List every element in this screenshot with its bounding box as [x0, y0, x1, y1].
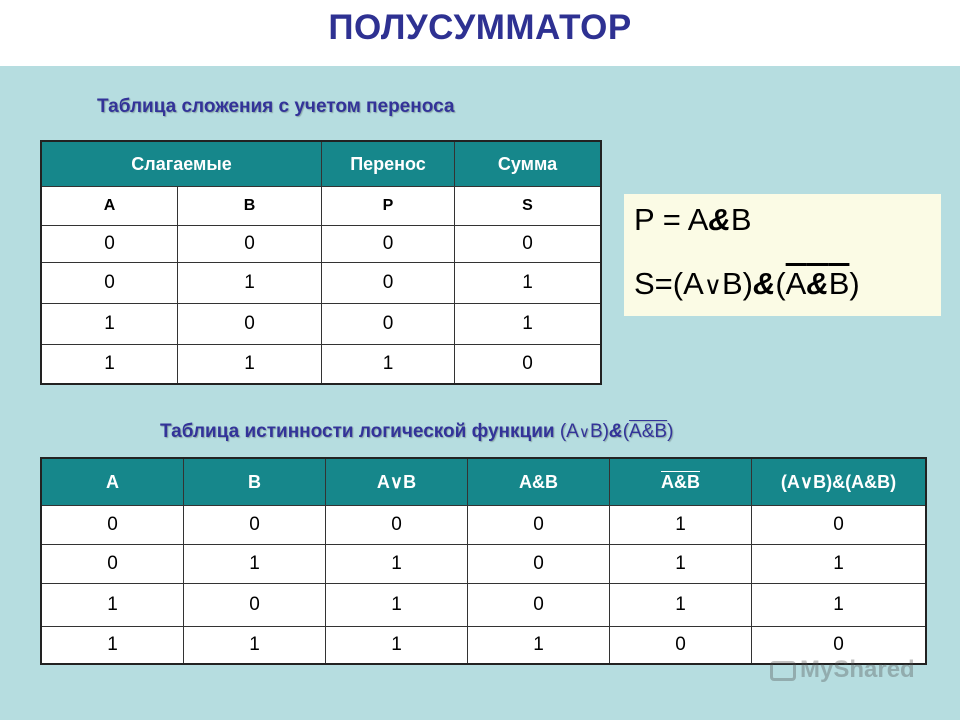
header-a-or-b: A∨B	[326, 458, 468, 506]
cell: 1	[41, 345, 178, 385]
and-symbol: &	[752, 266, 776, 301]
formula-text: B	[730, 202, 752, 237]
subheader-a: A	[41, 187, 178, 226]
cell: 0	[752, 506, 927, 545]
addition-table-caption: Таблица сложения с учетом переноса	[97, 96, 455, 117]
cell: 0	[468, 584, 610, 627]
truth-table-header-row	[41, 458, 926, 506]
cell: 1	[468, 627, 610, 665]
cell: 0	[41, 506, 184, 545]
expr-text: B)	[589, 421, 609, 442]
cell: 1	[322, 345, 455, 385]
cell: 0	[468, 506, 610, 545]
header-half-adder-sum: (A∨B)&(A&B)	[752, 458, 927, 506]
cell: 0	[41, 545, 184, 584]
watermark-text: MyShared	[800, 656, 915, 683]
formula-text: P = A	[634, 202, 709, 237]
expr-text: (	[622, 421, 630, 442]
table-row	[41, 584, 926, 627]
cell: 1	[610, 506, 752, 545]
cell: 0	[455, 345, 602, 385]
cell: 0	[184, 584, 326, 627]
and-symbol: &	[708, 202, 731, 237]
cell: 1	[184, 545, 326, 584]
cell: 1	[752, 545, 927, 584]
cell: 0	[326, 506, 468, 545]
header-addends: Слагаемые	[41, 141, 322, 187]
cell: 0	[322, 304, 455, 345]
addition-table	[40, 140, 602, 385]
header-a: A	[41, 458, 184, 506]
watermark-logo-icon	[770, 661, 796, 681]
caption-expression	[560, 421, 674, 442]
cell: 0	[178, 226, 322, 263]
cell: 0	[455, 226, 602, 263]
and-symbol: &	[608, 421, 623, 442]
expr-text: (A	[559, 421, 579, 442]
table-row	[41, 304, 601, 345]
cell: 1	[610, 545, 752, 584]
formula-carry	[634, 202, 752, 238]
cell: 0	[468, 545, 610, 584]
formula-text: B)	[721, 266, 753, 301]
subheader-p: P	[322, 187, 455, 226]
negated-header: A&B	[661, 471, 700, 492]
cell: 0	[41, 226, 178, 263]
cell: 0	[752, 627, 927, 665]
subheader-s: S	[455, 187, 602, 226]
header-sum: Сумма	[455, 141, 602, 187]
cell: 1	[455, 263, 602, 304]
cell: 1	[455, 304, 602, 345]
cell: 1	[752, 584, 927, 627]
cell: 0	[178, 304, 322, 345]
table-row	[41, 545, 926, 584]
cell: 1	[326, 627, 468, 665]
header-a-and-b: A&B	[468, 458, 610, 506]
truth-table	[40, 457, 927, 665]
cell: 1	[184, 627, 326, 665]
header-not-a-and-b	[610, 458, 752, 506]
cell: 0	[610, 627, 752, 665]
formula-sum	[634, 266, 860, 302]
cell: 0	[184, 506, 326, 545]
negated-term	[786, 266, 850, 301]
or-symbol: ∨	[703, 273, 722, 300]
cell: 1	[326, 545, 468, 584]
formula-text: B	[828, 266, 850, 301]
formula-text: (	[775, 266, 786, 301]
table-row	[41, 263, 601, 304]
cell: 1	[178, 345, 322, 385]
cell: 0	[322, 263, 455, 304]
subheader-b: B	[178, 187, 322, 226]
addition-table-header-row	[41, 141, 601, 187]
or-symbol: ∨	[578, 424, 590, 441]
cell: 0	[41, 263, 178, 304]
formula-text: S=(A	[634, 266, 704, 301]
and-symbol: &	[806, 266, 829, 301]
cell: 1	[178, 263, 322, 304]
cell: 0	[322, 226, 455, 263]
cell: 1	[610, 584, 752, 627]
cell: 1	[41, 584, 184, 627]
page-title: ПОЛУСУММАТОР	[328, 8, 632, 47]
addition-table-subheader-row	[41, 187, 601, 226]
cell: 1	[41, 627, 184, 665]
truth-table-caption	[160, 421, 673, 443]
table-row	[41, 506, 926, 545]
table-row	[41, 226, 601, 263]
negated-term: A&B	[629, 421, 668, 442]
header-carry: Перенос	[322, 141, 455, 187]
formula-box	[624, 194, 941, 316]
formula-text: )	[849, 266, 860, 301]
caption-text: Таблица истинности логической функции	[160, 421, 555, 442]
formula-text: A	[785, 266, 807, 301]
cell: 1	[41, 304, 178, 345]
expr-text: )	[667, 421, 674, 442]
cell: 1	[326, 584, 468, 627]
watermark	[770, 656, 915, 684]
header-b: B	[184, 458, 326, 506]
table-row	[41, 345, 601, 385]
